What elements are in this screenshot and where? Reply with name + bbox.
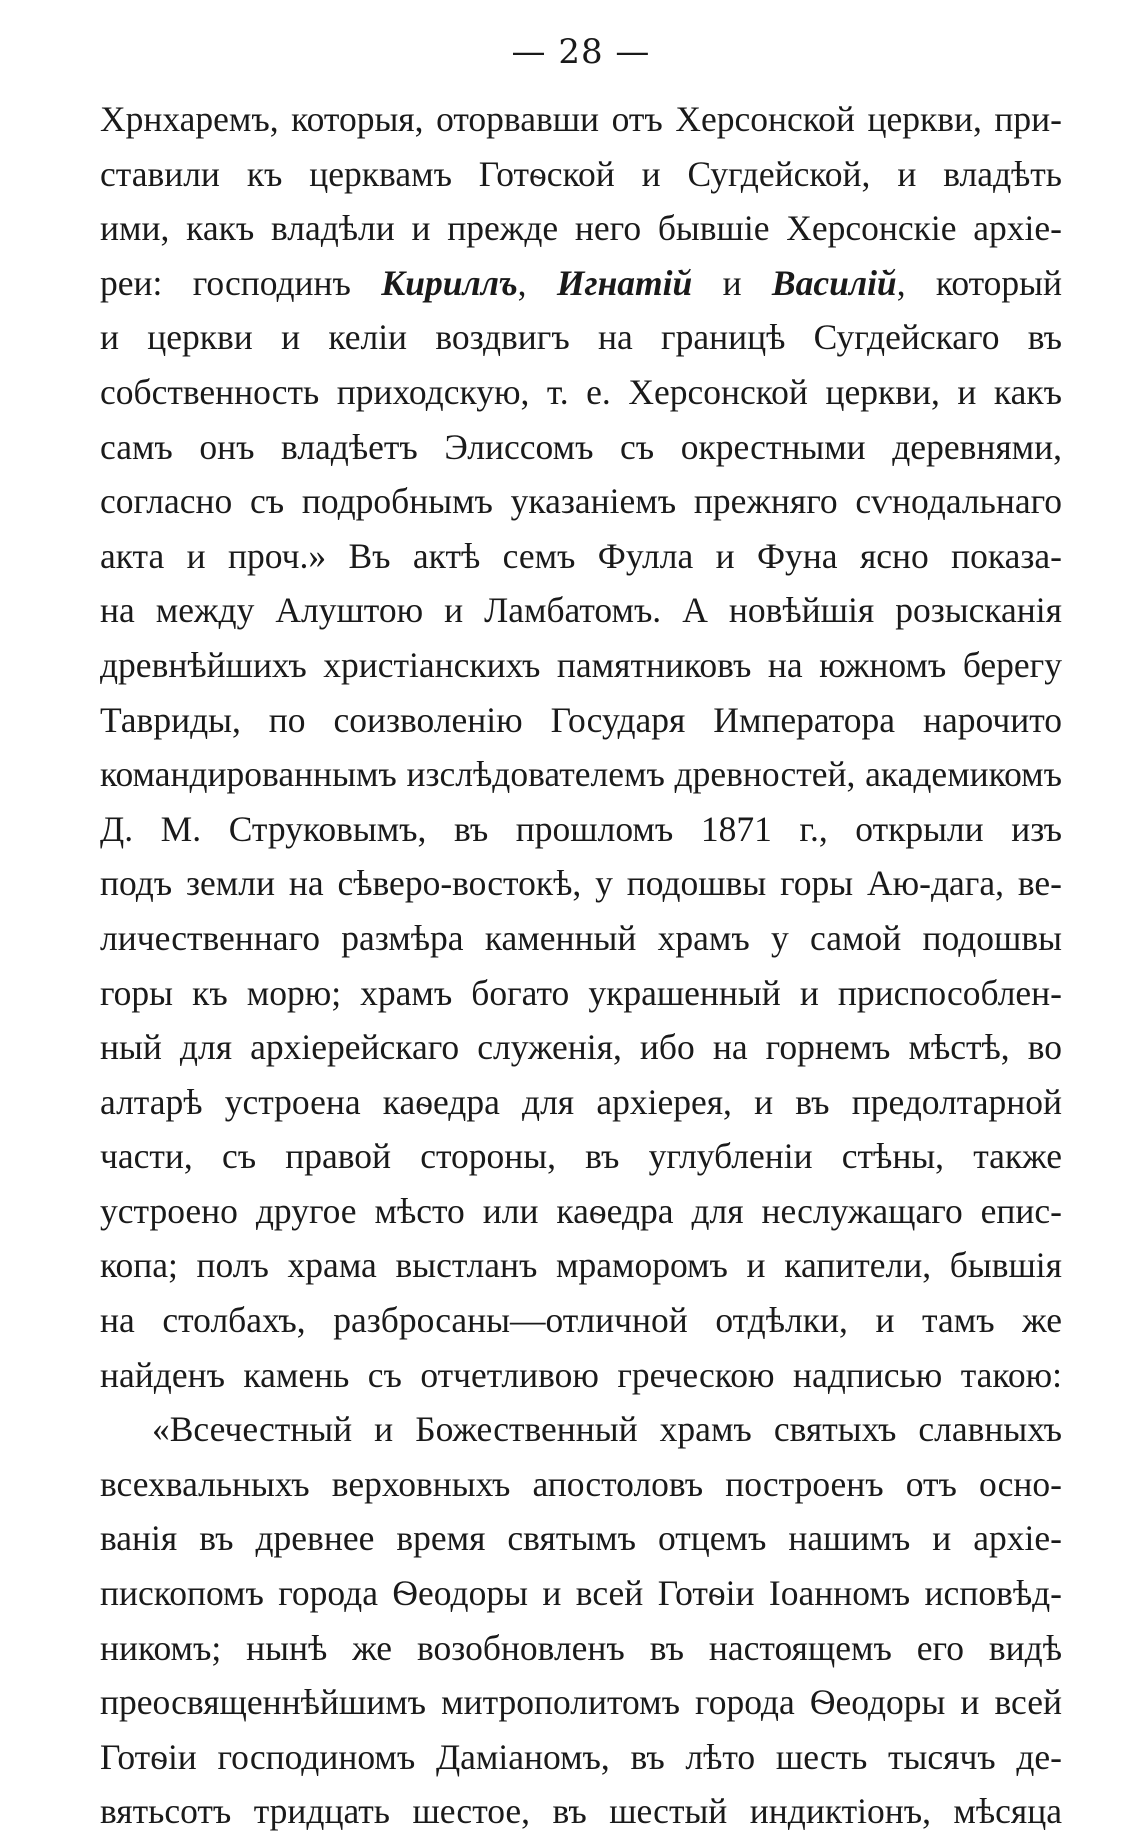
body-text <box>100 92 1062 1839</box>
text-line: собственность приходскую, т. е. Херсонской церкви, и какъ <box>100 371 1062 412</box>
text-line: ванія въ древнее время святымъ отцемъ нашимъ и архіе- <box>100 1518 1062 1559</box>
text-line: на столбахъ, разбросаны—отличной отдѣлки, и тамъ же <box>100 1300 1062 1341</box>
text-line: акта и проч.» Въ актѣ семъ Фулла и Фуна ясно показа- <box>100 535 1062 576</box>
text-line: никомъ; нынѣ же возобновленъ въ настоящемъ его видѣ <box>100 1627 1062 1668</box>
text-line: подъ земли на сѣверо-востокѣ, у подошвы горы Аю-дага, ве- <box>100 863 1062 904</box>
text-line: ный для архіерейскаго служенія, ибо на горнемъ мѣстѣ, во <box>100 1027 1062 1068</box>
text-line: «Всечестный и Божественный храмъ святыхъ славныхъ <box>152 1409 1062 1450</box>
text-line: вятьсотъ тридцать шестое, въ шестый индиктіонъ, мѣсяца <box>100 1791 1062 1832</box>
text-line: и церкви и келіи воздвигъ на границѣ Сугдейскаго въ <box>100 317 1062 358</box>
text-line: Хрнхаремъ, которыя, оторвавши отъ Херсонской церкви, при- <box>100 99 1062 139</box>
text-line: Готѳіи господиномъ Даміаномъ, въ лѣто шесть тысячъ де- <box>100 1736 1062 1777</box>
text-line: пископомъ города Ѳеодоры и всей Готѳіи Іоанномъ исповѣд- <box>100 1573 1062 1614</box>
text-line: древнѣйшихъ христіанскихъ памятниковъ на южномъ берегу <box>100 644 1062 685</box>
text-line: всехвальныхъ верховныхъ апостоловъ построенъ отъ осно- <box>100 1463 1062 1504</box>
text-line: на между Алуштою и Ламбатомъ. А новѣйшія розысканія <box>100 590 1062 631</box>
text-line: Тавриды, по соизволенію Государя Императора нарочито <box>100 699 1062 740</box>
text-line: реи: господинъ Кириллъ, Игнатій и Василій, который <box>100 262 1063 303</box>
text-line: согласно съ подробнымъ указаніемъ прежняго сѵнодальнаго <box>100 481 1062 522</box>
paragraph <box>100 1402 1062 1839</box>
text-line: ставили къ церквамъ Готѳской и Сугдейской, и владѣть <box>100 153 1062 194</box>
text-line: Д. М. Струковымъ, въ прошломъ 1871 г., открыли изъ <box>100 808 1062 849</box>
text-line: алтарѣ устроена каѳедра для архіерея, и въ предолтарной <box>100 1081 1062 1122</box>
text-line: личественнаго размѣра каменный храмъ у самой подошвы <box>100 917 1062 958</box>
text-line: командированнымъ изслѣдователемъ древностей, академикомъ <box>100 754 1062 795</box>
text-line: найденъ камень съ отчетливою греческою надписью такою: <box>100 1354 1062 1395</box>
text-line: копа; полъ храма выстланъ мраморомъ и капители, бывшія <box>100 1245 1062 1286</box>
page-number: — 28 — <box>511 32 651 72</box>
text-line: горы къ морю; храмъ богато украшенный и приспособлен- <box>100 972 1062 1013</box>
text-line: ими, какъ владѣли и прежде него бывшіе Херсонскіе архіе- <box>100 208 1062 249</box>
text-line: части, съ правой стороны, въ углубленіи стѣны, также <box>100 1136 1062 1177</box>
text-line: самъ онъ владѣетъ Элиссомъ съ окрестными деревнями, <box>100 426 1062 467</box>
text-line: устроено другое мѣсто или каѳедра для неслужащаго епис- <box>100 1190 1062 1231</box>
paragraph <box>100 92 1062 1402</box>
text-line: преосвященнѣйшимъ митрополитомъ города Ѳеодоры и всей <box>100 1682 1062 1723</box>
